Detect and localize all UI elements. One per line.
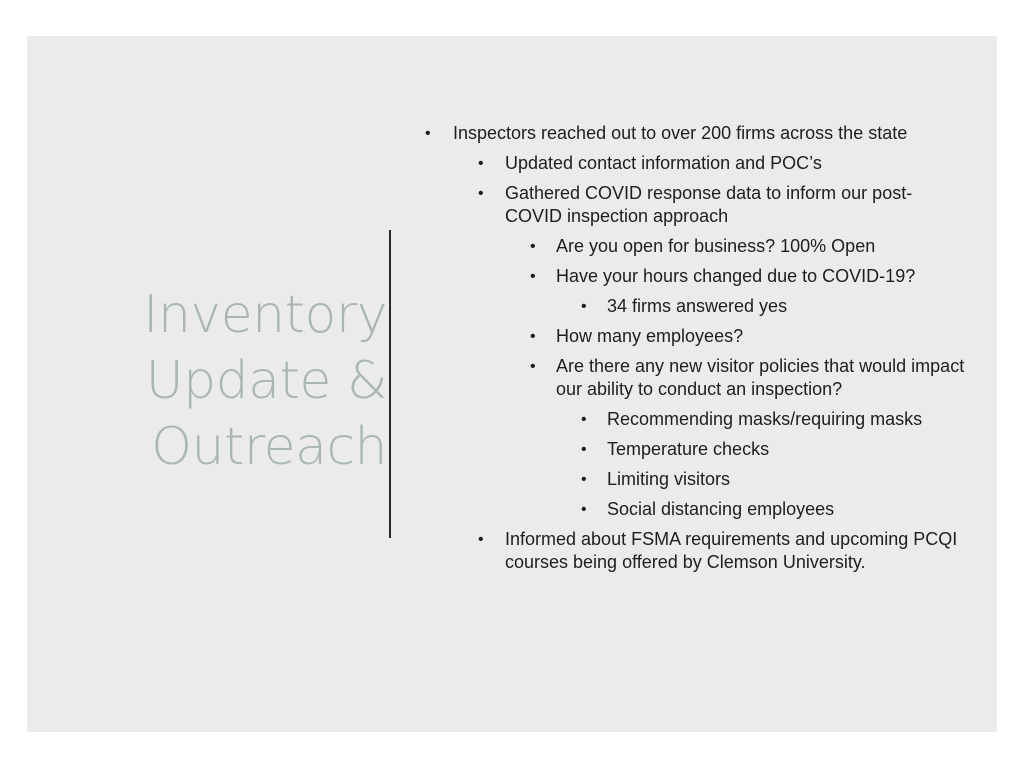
bullet-item: • Social distancing employees [425,498,965,521]
bullet-item: • Limiting visitors [425,468,965,491]
bullet-item: • 34 firms answered yes [425,295,965,318]
title-line-1: Inventory [143,285,387,345]
bullet-item: • Updated contact information and POC’s [425,152,965,175]
bullet-item: • How many employees? [425,325,965,348]
title-line-3: Outreach [151,417,387,477]
bullet-item: • Have your hours changed due to COVID-19? [425,265,965,288]
bullet-item: • Are you open for business? 100% Open [425,235,965,258]
bullet-item: • Recommending masks/requiring masks [425,408,965,431]
bullet-item: • Gathered COVID response data to inform our post-COVID inspection approach [425,182,965,228]
slide [27,36,997,732]
bullet-item: • Informed about FSMA requirements and upcoming PCQI courses being offered by Clemson University. [425,528,965,574]
bullet-list [425,122,965,581]
title-line-2: Update & [145,351,387,411]
vertical-divider [389,230,391,538]
bullet-item: • Inspectors reached out to over 200 firms across the state [425,122,965,145]
bullet-item: • Temperature checks [425,438,965,461]
slide-title [87,282,387,480]
bullet-item: • Are there any new visitor policies that would impact our ability to conduct an inspection? [425,355,965,401]
